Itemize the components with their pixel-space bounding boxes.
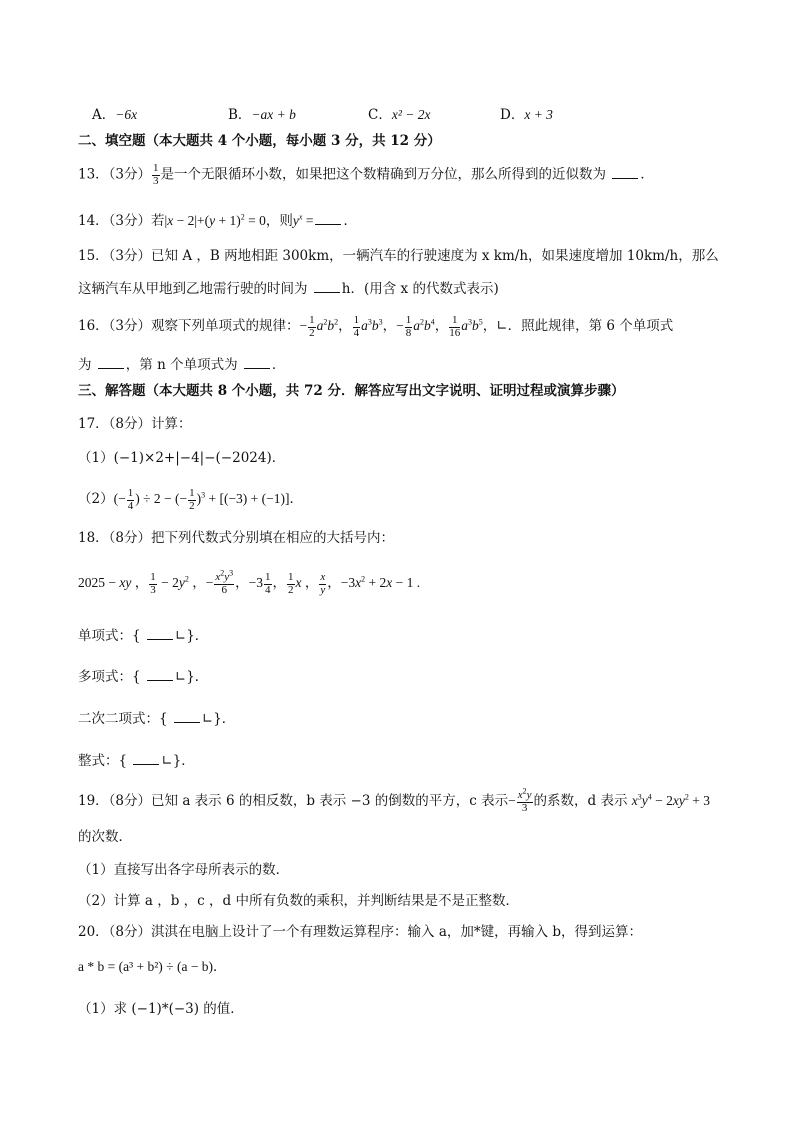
choice-a <box>92 103 137 123</box>
expression: $y^x$ = <box>292 212 314 228</box>
choice-letter: A． <box>92 107 116 123</box>
answer-blank <box>315 212 341 225</box>
question-text: 计算： <box>151 416 192 432</box>
question-number: 20．（8分） <box>78 924 152 940</box>
question-16-line2 <box>78 356 285 373</box>
equation: $|x - 2|+(y + 1)^2 = 0$ <box>164 212 266 228</box>
question-18 <box>78 532 394 546</box>
question-17-part1: （1）(−1)×2+|−4|−(−2024)． <box>78 450 286 466</box>
question-19-line2: 的次数． <box>78 829 132 845</box>
question-number: 18．（8分） <box>78 530 152 546</box>
answer-blank <box>98 356 124 369</box>
choice-letter: B． <box>228 107 252 123</box>
question-14 <box>78 212 357 229</box>
question-text: 的系数，d 表示 <box>533 793 628 810</box>
category-close: ∟}． <box>201 711 236 727</box>
section-heading: 二、填空题（本大题共 4 个小题，每小题 3 分，共 12 分） <box>78 133 441 149</box>
question-20-line2: a * b = (a³ + b²) ÷ (a − b)． <box>78 959 227 974</box>
answer-blank <box>174 710 200 723</box>
choice-expr: −ax + b <box>251 107 296 122</box>
question-text: 若 <box>151 213 165 229</box>
answer-blank <box>244 356 270 369</box>
category-label: 整式：{ <box>78 753 128 769</box>
punctuation: ． <box>640 166 654 183</box>
question-text: 已知 a 表示 6 的相反数，b 表示 −3 的倒数的平方，c 表示 <box>151 793 509 810</box>
fraction: $\frac{1}{3}$ <box>153 162 159 187</box>
question-text: 把下列代数式分别填在相应的大括号内： <box>151 530 395 546</box>
monomial-sequence: − $\frac{1}{2}$ $a^2b^2$， $\frac{1}{4}$ $a^3b^3$，− $\frac{1}{8}$ $a^2b^4$， $\frac{1}{16}$ $a^3b^5$ <box>299 314 483 339</box>
category-polynomial <box>78 668 208 685</box>
question-16-line1 <box>78 315 673 339</box>
answer-blank <box>314 280 340 293</box>
question-text: ，第 n 个单项式为 <box>125 357 238 373</box>
choice-b <box>228 103 296 123</box>
question-19-line1 <box>78 786 710 814</box>
category-label: 多项式：{ <box>78 669 141 685</box>
question-17 <box>78 418 192 432</box>
punctuation: ． <box>271 357 286 373</box>
category-monomial <box>78 627 208 644</box>
category-label: 二次二项式：{ <box>78 711 168 727</box>
choice-expr: x + 3 <box>524 107 553 122</box>
expression: (− $\frac{1}{4}$ ) ÷ 2 − (− $\frac{1}{2}$ )$^3$ + [(−3) + (−1)]． <box>113 487 304 512</box>
part-label: （2） <box>78 491 114 508</box>
choice-d <box>500 103 553 123</box>
question-text: ，则 <box>265 213 293 229</box>
question-19-part1: （1）直接写出各字母所表示的数． <box>78 862 290 878</box>
choice-expr: −6x <box>115 107 138 122</box>
question-text: 为 <box>78 357 92 373</box>
question-number: 19．（8分） <box>78 793 152 810</box>
question-number: 17．（8分） <box>78 416 152 432</box>
category-label: 单项式：{ <box>78 628 141 644</box>
question-15-line2 <box>78 280 499 297</box>
question-19-part2: （2）计算 a ，b ，c ，d 中所有负数的乘积，并判断结果是不是正整数． <box>78 893 519 909</box>
question-20-part1: （1）求 (−1)*(−3) 的值． <box>78 1001 244 1017</box>
category-close: ∟}． <box>161 753 195 769</box>
answer-blank <box>612 166 638 179</box>
section-heading: 三、解答题（本大题共 8 个小题，共 72 分．解答应写出文字说明、证明过程或演算步骤） <box>78 383 625 399</box>
question-number: 15．（3分） <box>78 248 152 264</box>
question-text: 观察下列单项式的规律： <box>151 318 300 335</box>
question-20-line1 <box>78 926 642 940</box>
answer-blank <box>133 752 159 765</box>
answer-blank <box>147 627 173 640</box>
polynomial: $x^3y^4 - 2xy^2 + 3$ <box>631 792 710 809</box>
punctuation: ． <box>343 213 357 229</box>
expression-list: 2025 − xy ， $\frac{1}{3}$ − $2y^2$ ，− $\frac{x^2y^3}{6}$ ，−3 $\frac{1}{4}$ ， $\frac{1}{2}$ x ， $\frac{x}{y}$ ，$-3x^2 + 2x - 1$ . <box>78 568 421 596</box>
category-close: ∟}． <box>174 628 209 644</box>
monomial: − $\frac{x^2y}{3}$ <box>508 786 532 814</box>
question-text: h．(用含 x 的代数式表示) <box>341 281 499 297</box>
question-number: 16．（3分） <box>78 318 152 335</box>
question-text: 已知 A ，B 两地相距 300km，一辆汽车的行驶速度为 x km/h，如果速度增加 10km/h，那么 <box>151 248 719 264</box>
question-15-line1 <box>78 250 719 264</box>
choice-c <box>368 103 431 123</box>
question-number: 13．（3分） <box>78 166 152 183</box>
question-text: 淇淇在电脑上设计了一个有理数运算程序：输入 a，加*键，再输入 b，得到运算： <box>151 924 643 940</box>
question-number: 14．（3分） <box>78 213 152 229</box>
answer-blank <box>147 668 173 681</box>
choice-letter: D． <box>500 107 525 123</box>
category-close: ∟}． <box>174 669 209 685</box>
choice-expr: x² − 2x <box>391 107 431 122</box>
question-17-part2 <box>78 488 303 512</box>
question-text: 是一个无限循环小数，如果把这个数精确到万分位，那么所得到的近似数为 <box>160 166 607 183</box>
category-quadratic-binomial <box>78 710 235 727</box>
question-text: 这辆汽车从甲地到乙地需行驶的时间为 <box>78 281 308 297</box>
category-integral-expression <box>78 752 195 769</box>
question-13 <box>78 163 654 187</box>
question-text: ，∟．照此规律，第 6 个单项式 <box>482 318 674 335</box>
choice-letter: C． <box>368 107 392 123</box>
